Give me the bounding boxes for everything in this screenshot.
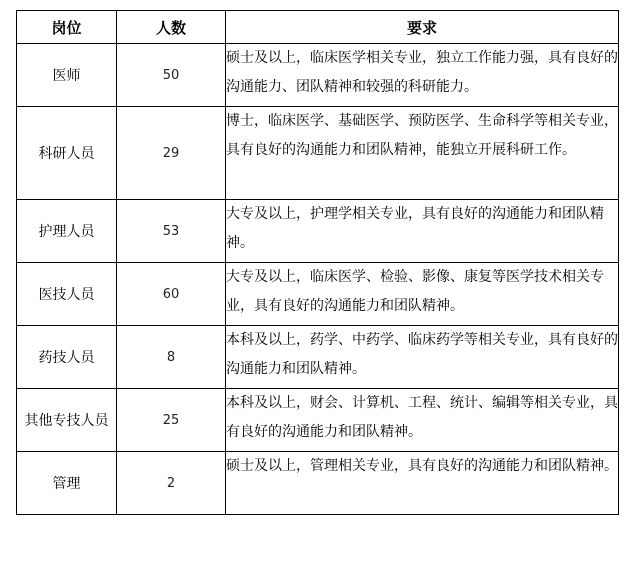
requirements-cell: 本科及以上，药学、中药学、临床药学等相关专业，具有良好的沟通能力和团队精神。 [226, 326, 619, 389]
position-cell: 护理人员 [17, 200, 117, 263]
header-row [17, 11, 619, 44]
table-row [17, 326, 619, 389]
count-cell: 25 [117, 389, 226, 452]
header-requirements: 要求 [226, 11, 619, 44]
requirements-cell: 大专及以上，护理学相关专业，具有良好的沟通能力和团队精神。 [226, 200, 619, 263]
position-cell: 医技人员 [17, 263, 117, 326]
table-row [17, 200, 619, 263]
table-row [17, 107, 619, 200]
requirements-cell: 博士，临床医学、基础医学、预防医学、生命科学等相关专业，具有良好的沟通能力和团队精神，能独立开展科研工作。 [226, 107, 619, 200]
position-cell: 医师 [17, 44, 117, 107]
count-cell: 50 [117, 44, 226, 107]
count-cell: 60 [117, 263, 226, 326]
table-row [17, 263, 619, 326]
position-cell: 药技人员 [17, 326, 117, 389]
table-body [17, 44, 619, 515]
table-row [17, 452, 619, 515]
count-cell: 29 [117, 107, 226, 200]
position-cell: 管理 [17, 452, 117, 515]
position-cell: 其他专技人员 [17, 389, 117, 452]
recruitment-table [16, 10, 619, 515]
table-row [17, 389, 619, 452]
requirements-cell: 大专及以上，临床医学、检验、影像、康复等医学技术相关专业，具有良好的沟通能力和团队精神。 [226, 263, 619, 326]
requirements-cell: 本科及以上，财会、计算机、工程、统计、编辑等相关专业，具有良好的沟通能力和团队精神。 [226, 389, 619, 452]
requirements-cell: 硕士及以上，管理相关专业，具有良好的沟通能力和团队精神。 [226, 452, 619, 515]
header-position: 岗位 [17, 11, 117, 44]
header-count: 人数 [117, 11, 226, 44]
table-header [17, 11, 619, 44]
count-cell: 53 [117, 200, 226, 263]
requirements-cell: 硕士及以上，临床医学相关专业，独立工作能力强，具有良好的沟通能力、团队精神和较强的科研能力。 [226, 44, 619, 107]
count-cell: 8 [117, 326, 226, 389]
table-row [17, 44, 619, 107]
count-cell: 2 [117, 452, 226, 515]
position-cell: 科研人员 [17, 107, 117, 200]
